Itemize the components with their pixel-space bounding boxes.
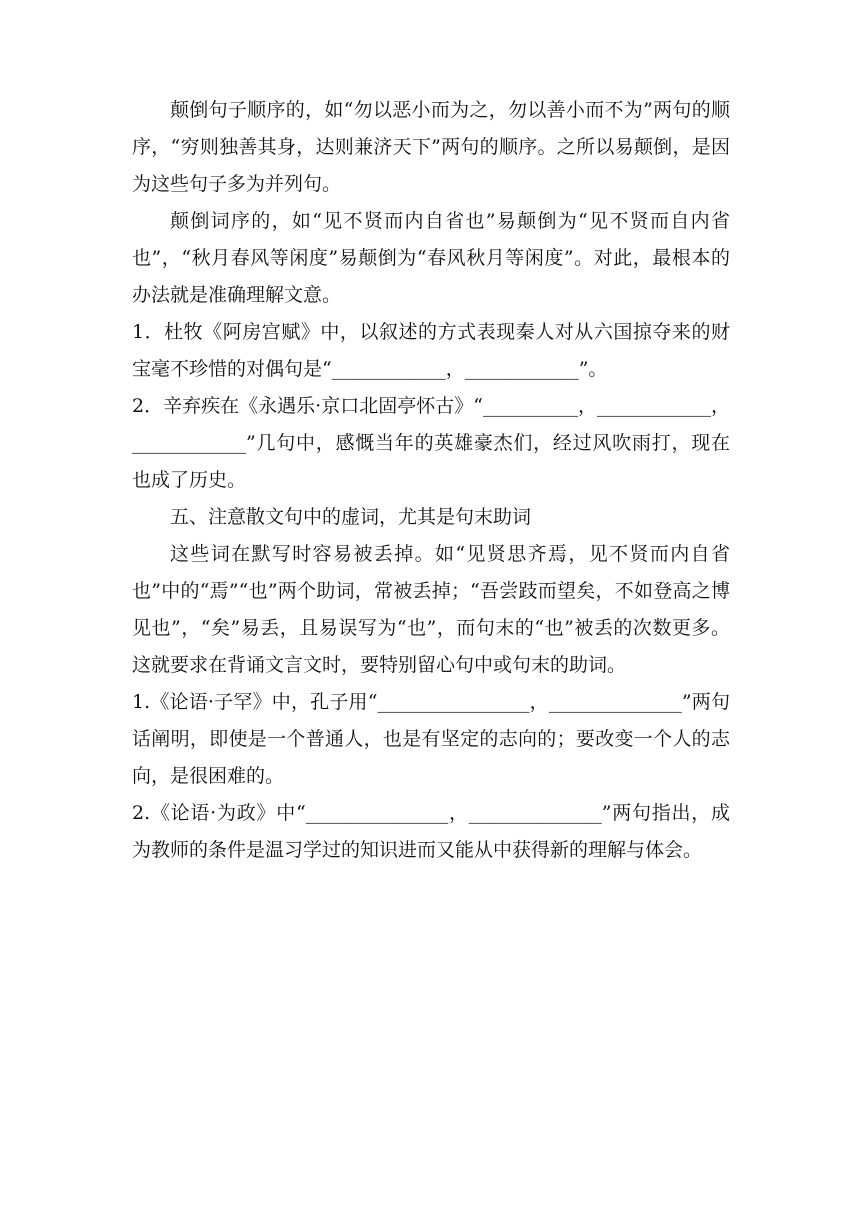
question-afang-palace: 1．杜牧《阿房宫赋》中，以叙述的方式表现秦人对从六国掠夺来的财宝毫不珍惜的对偶句是“____________，____________”。 [132, 321, 730, 380]
paragraph-function-words: 这些词在默写时容易被丢掉。如“见贤思齐焉，见不贤而内自省也”中的“焉”“也”两个助词，常被丢掉；“吾尝跂而望矣，不如登高之博见也”，“矣”易丢，且易误写为“也”，而句末的“也”被丢的次数更多。这就要求在背诵文言文时，要特别留心句中或句末的助词。 [132, 543, 730, 676]
document-page [132, 92, 730, 869]
question-zihan: 1.《论语·子罕》中，孔子用“________________，______________”两句话阐明，即使是一个普通人，也是有坚定的志向的；要改变一个人的志向，是很困难的。 [132, 691, 730, 787]
paragraph-reversed-word-order: 颠倒词序的，如“见不贤而内自省也”易颠倒为“见不贤而自内省也”，“秋月春风等闲度”易颠倒为“春风秋月等闲度”。对此，最根本的办法就是准确理解文意。 [132, 210, 730, 306]
section-heading-five: 五、注意散文句中的虚词，尤其是句末助词 [170, 506, 532, 528]
question-weizheng: 2.《论语·为政》中“_______________，______________”两句指出，成为教师的条件是温习学过的知识进而又能从中获得新的理解与体会。 [132, 802, 730, 861]
paragraph-reversed-sentence-order: 颠倒句子顺序的，如“勿以恶小而为之，勿以善小而不为”两句的顺序，“穷则独善其身，达则兼济天下”两句的顺序。之所以易颠倒，是因为这些句子多为并列句。 [132, 99, 730, 195]
question-yongyule: 2．辛弃疾在《永遇乐·京口北固亭怀古》“__________，____________，____________”几句中，感慨当年的英雄豪杰们，经过风吹雨打，现在也成了历史。 [132, 395, 730, 491]
